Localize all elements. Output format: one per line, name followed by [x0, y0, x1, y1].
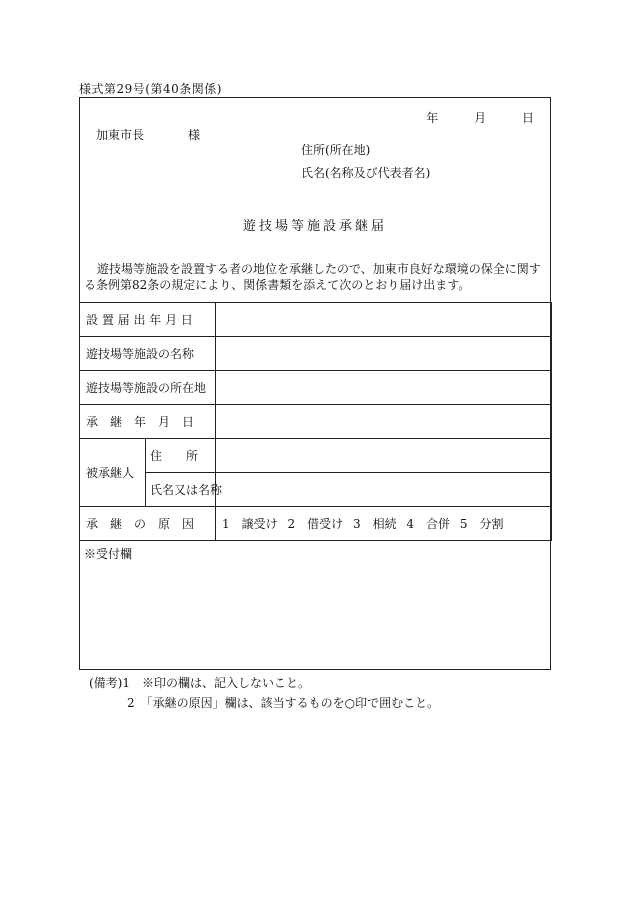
addressee-honorific: 様 [188, 128, 201, 142]
note-2: 2 「承継の原因」欄は、該当するものを○印で囲むこと。 [127, 696, 440, 710]
row-predecessor-name [80, 473, 552, 507]
date-day: 日 [521, 111, 534, 125]
field-facility-location[interactable] [216, 371, 552, 405]
reason-option-split[interactable]: 5 分割 [459, 517, 504, 531]
form-title: 遊技場等施設承継届 [242, 219, 387, 234]
field-succession-date[interactable] [216, 405, 552, 439]
field-predecessor-name[interactable] [216, 473, 552, 507]
date-year: 年 [426, 111, 439, 125]
label-succession-date: 承 継 年 月 日 [80, 405, 216, 439]
label-facility-location: 遊技場等施設の所在地 [80, 371, 216, 405]
row-reason [80, 507, 552, 541]
label-facility-name: 遊技場等施設の名称 [80, 337, 216, 371]
reason-options [216, 507, 552, 541]
addressee-name: 加東市長 [96, 128, 145, 142]
form-number: 様式第29号(第40条関係) [79, 82, 222, 96]
label-predecessor: 被承継人 [80, 439, 146, 507]
form-frame [79, 97, 551, 670]
date-line [394, 109, 534, 126]
body-text: 遊技場等施設を設置する者の地位を承継したので、加東市良好な環境の保全に関する条例第82条の規定により、関係書類を添えて次のとおり届け出ます。 [84, 262, 541, 292]
applicant-address-label: 住所(所在地) [301, 143, 371, 157]
note-1: (備考)1 ※印の欄は、記入しないこと。 [89, 676, 310, 690]
field-setup-date[interactable] [216, 303, 552, 337]
date-month: 月 [474, 111, 487, 125]
row-facility-location [80, 371, 552, 405]
form-table [79, 302, 552, 541]
label-predecessor-name: 氏名又は名称 [146, 473, 216, 507]
receipt-label: ※受付欄 [84, 547, 133, 561]
label-setup-date: 設 置 届 出 年 月 日 [80, 303, 216, 337]
reason-option-lease[interactable]: 2 借受け [287, 517, 344, 531]
row-succession-date [80, 405, 552, 439]
label-predecessor-address: 住 所 [146, 439, 216, 473]
row-predecessor-address [80, 439, 552, 473]
reason-option-merger[interactable]: 4 合併 [406, 517, 451, 531]
field-predecessor-address[interactable] [216, 439, 552, 473]
row-facility-name [80, 337, 552, 371]
reason-option-transfer[interactable]: 1 譲受け [222, 517, 278, 531]
notes [89, 673, 439, 713]
field-facility-name[interactable] [216, 337, 552, 371]
applicant-name-label: 氏名(名称及び代表者名) [301, 166, 431, 180]
reason-option-inheritance[interactable]: 3 相続 [352, 517, 397, 531]
row-setup-date [80, 303, 552, 337]
addressee [96, 126, 200, 143]
label-reason: 承 継 の 原 因 [80, 507, 216, 541]
